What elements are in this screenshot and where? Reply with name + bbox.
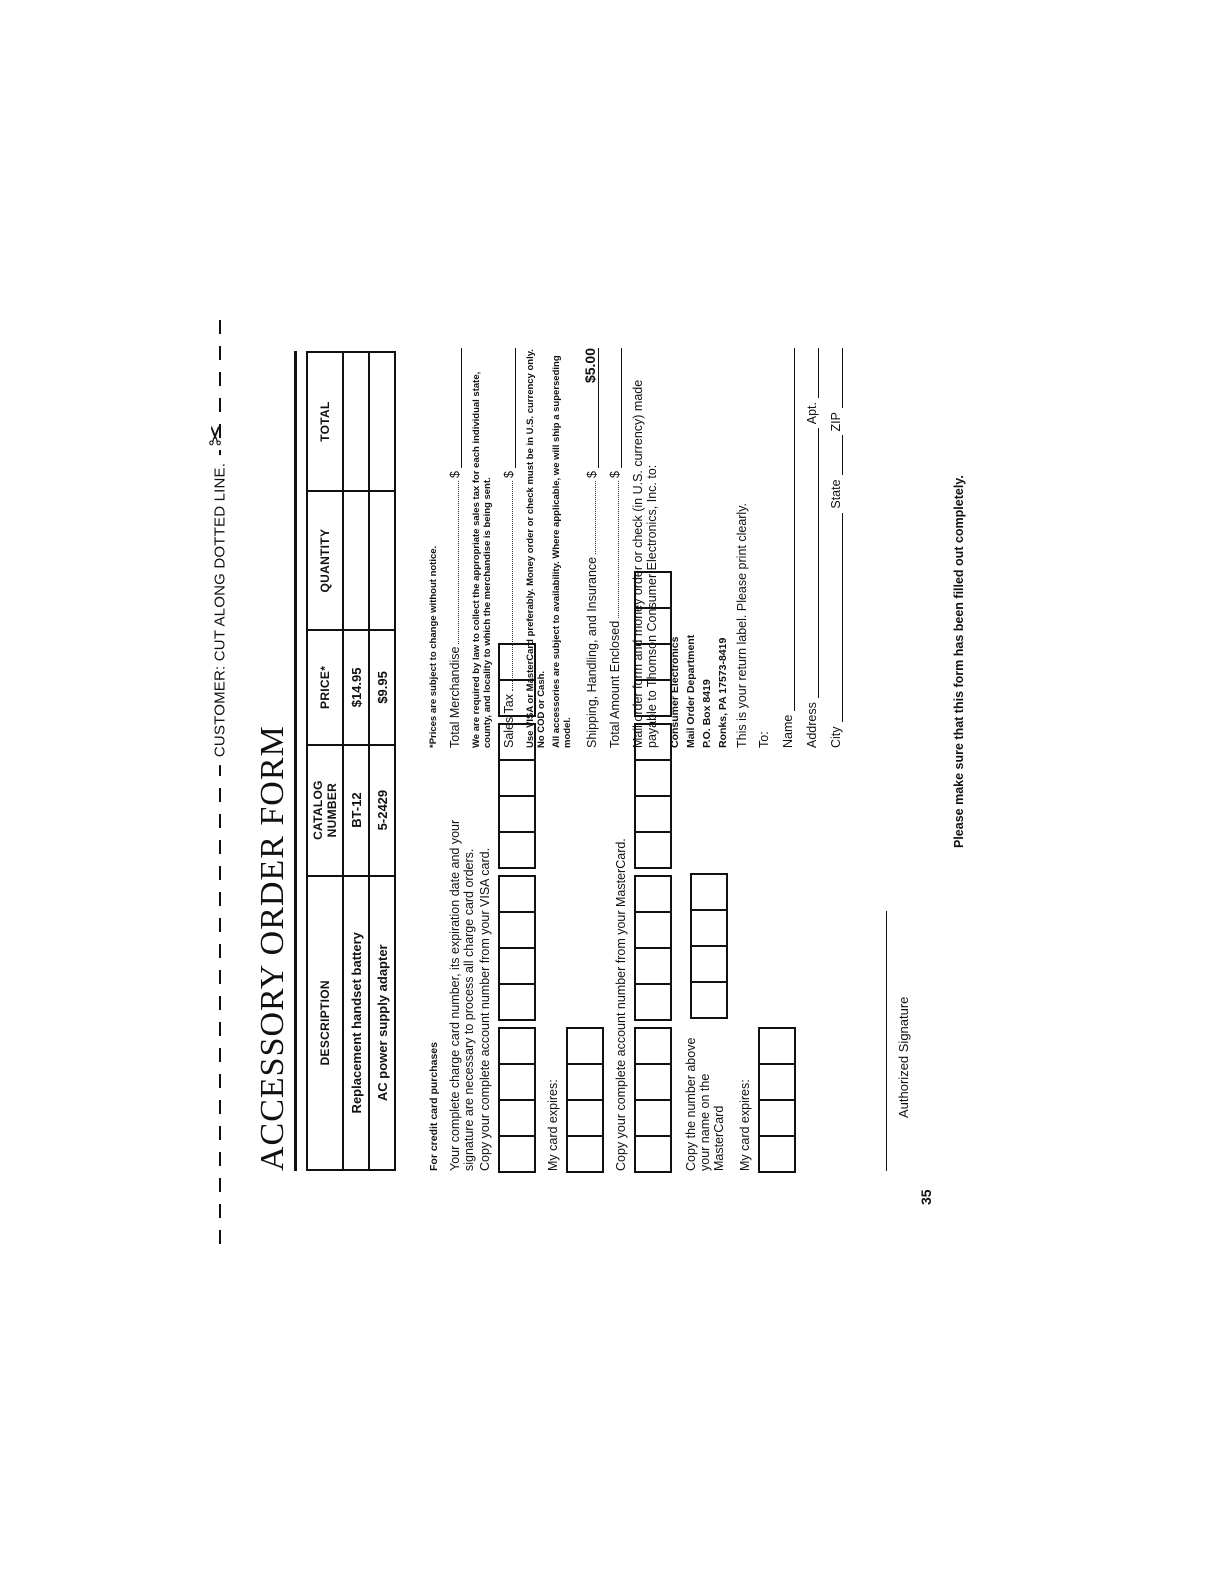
items-table — [306, 351, 396, 1171]
table-row — [369, 352, 395, 1170]
visa-expires-label: My card expires: — [546, 1079, 560, 1171]
row-total[interactable] — [369, 352, 395, 491]
shipping-field — [582, 348, 599, 748]
title-rule — [294, 351, 297, 1171]
row-catalog: BT-12 — [343, 745, 369, 876]
apt-label: Apt. — [805, 402, 819, 425]
mc-expiry-boxes[interactable] — [758, 771, 796, 1171]
address-line: Ronks, PA 17573-8419 — [717, 637, 729, 748]
mc-number-boxes[interactable] — [634, 771, 672, 1171]
total-field[interactable] — [608, 348, 622, 748]
row-total[interactable] — [343, 352, 369, 491]
return-label-note: This is your return label. Please print clearly. — [735, 502, 749, 748]
visa-expiry-boxes[interactable] — [566, 771, 604, 1171]
address-field[interactable] — [805, 348, 819, 748]
sales-tax-dollar: $ — [502, 471, 516, 478]
name-label: Name — [781, 714, 795, 748]
total-label: Total Amount Enclosed — [608, 620, 622, 748]
total-dollar: $ — [608, 471, 622, 478]
signature-line[interactable] — [886, 911, 887, 1171]
mc-name-boxes[interactable] — [690, 865, 728, 1017]
payment-note: Use VISA or MasterCard preferably. Money order or check must be in U.S. currency only. No COD or Cash. — [525, 349, 547, 748]
sales-tax-field[interactable] — [502, 348, 516, 748]
header-total: TOTAL — [307, 352, 343, 491]
shipping-label: Shipping, Handling, and Insurance — [585, 556, 599, 748]
to-label: To: — [757, 731, 771, 748]
sales-tax-label: Sales Tax — [502, 694, 516, 748]
visa-prompt: Copy your complete account number from your VISA card. — [478, 847, 492, 1171]
cut-instruction: CUSTOMER: CUT ALONG DOTTED LINE. — [212, 455, 229, 765]
row-description: Replacement handset battery — [343, 876, 369, 1170]
page-title: ACCESSORY ORDER FORM — [254, 725, 291, 1171]
mc-expires-label: My card expires: — [738, 1079, 752, 1171]
order-totals-section — [428, 348, 843, 748]
row-quantity[interactable] — [343, 491, 369, 630]
address-line: P.O. Box 8419 — [701, 679, 713, 748]
header-quantity: QUANTITY — [307, 491, 343, 630]
mc-prompt: Copy your complete account number from your MasterCard. — [614, 838, 628, 1171]
zip-label: ZIP — [829, 412, 843, 432]
price-note: *Prices are subject to change without notice. — [428, 545, 439, 748]
page-number: 35 — [918, 1189, 934, 1205]
address-line: Mail Order Department — [685, 634, 697, 748]
city-label: City — [829, 726, 843, 748]
header-description: DESCRIPTION — [307, 876, 343, 1170]
merchandise-dollar: $ — [448, 471, 462, 478]
row-catalog: 5-2429 — [369, 745, 395, 876]
city-field[interactable] — [829, 348, 843, 748]
completion-note: Please make sure that this form has been filled out completely. — [952, 475, 966, 848]
address-line: Consumer Electronics — [669, 636, 681, 748]
header-price: PRICE* — [307, 630, 343, 745]
signature-label: Authorized Signature — [896, 996, 911, 1118]
address-label: Address — [805, 702, 819, 748]
row-price: $9.95 — [369, 630, 395, 745]
shipping-amount: $5.00 — [582, 348, 599, 468]
visa-number-boxes[interactable] — [498, 771, 536, 1171]
merchandise-label: Total Merchandise — [448, 646, 462, 748]
scissors-icon: ✂ — [200, 424, 231, 447]
credit-card-section — [428, 771, 806, 1171]
mail-instructions: Mail order form and money order or check (in U.S. currency) made payable to Thomson Consumer Electronics, Inc. to: — [631, 379, 659, 748]
row-description: AC power supply adapter — [369, 876, 395, 1170]
row-price: $14.95 — [343, 630, 369, 745]
state-label: State — [829, 479, 843, 509]
row-quantity[interactable] — [369, 491, 395, 630]
mc-copy-label: Copy the number above your name on the MasterCard — [684, 1037, 726, 1171]
table-row — [343, 352, 369, 1170]
merchandise-field[interactable] — [448, 348, 462, 748]
order-form — [246, 343, 966, 1205]
shipping-dollar: $ — [585, 471, 599, 478]
mailing-address — [669, 348, 729, 748]
availability-note: All accessories are subject to availability. Where applicable, we will ship a superseding model. — [551, 355, 573, 748]
header-catalog: CATALOG NUMBER — [307, 745, 343, 876]
credit-heading: For credit card purchases — [428, 1042, 440, 1171]
credit-intro: Your complete charge card number, its expiration date and your signature are necessary to process all charge card orders. — [448, 819, 476, 1171]
name-field[interactable] — [781, 348, 795, 748]
tax-note: We are required by law to collect the appropriate sales tax for each individual state, county, and locality to which the merchandise is being sent. — [471, 371, 493, 748]
